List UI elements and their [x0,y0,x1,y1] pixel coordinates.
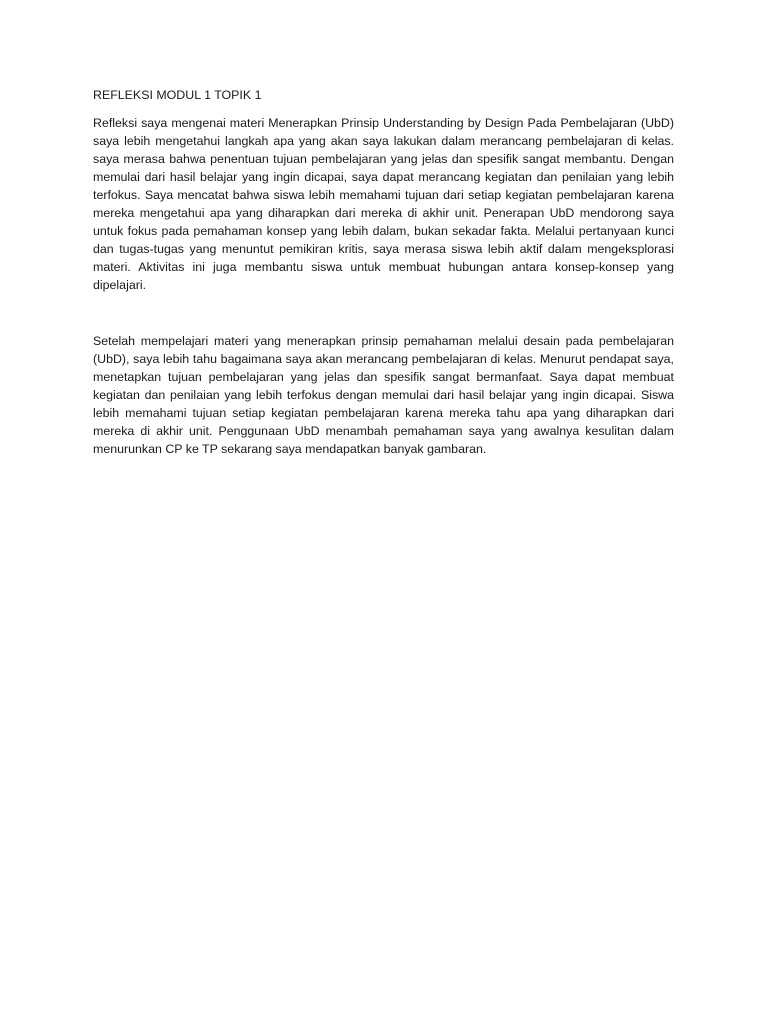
document-title: REFLEKSI MODUL 1 TOPIK 1 [93,88,262,102]
paragraph-1: Refleksi saya mengenai materi Menerapkan Prinsip Understanding by Design Pada Pembelajaran (UbD) saya lebih mengetahui langkah apa yang akan saya lakukan dalam merancang pembelajaran di kelas. saya merasa bahwa penentuan tujuan pembelajaran yang jelas dan spesifik sangat membantu. Dengan memulai dari hasil belajar yang ingin dicapai, saya dapat merancang kegiatan dan penilaian yang lebih terfokus. Saya mencatat bahwa siswa lebih memahami tujuan dari setiap kegiatan pembelajaran karena mereka mengetahui apa yang diharapkan dari mereka di akhir unit. Penerapan UbD mendorong saya untuk fokus pada pemahaman konsep yang lebih dalam, bukan sekadar fakta. Melalui pertanyaan kunci dan tugas-tugas yang menuntut pemikiran kritis, saya merasa siswa lebih aktif dalam mengeksplorasi materi. Aktivitas ini juga membantu siswa untuk membuat hubungan antara konsep-konsep yang dipelajari. [93,116,674,292]
paragraph-2: Setelah mempelajari materi yang menerapkan prinsip pemahaman melalui desain pada pembelajaran (UbD), saya lebih tahu bagaimana saya akan merancang pembelajaran di kelas. Menurut pendapat saya, menetapkan tujuan pembelajaran yang jelas dan spesifik sangat bermanfaat. Saya dapat membuat kegiatan dan penilaian yang lebih terfokus dengan memulai dari hasil belajar yang ingin dicapai. Siswa lebih memahami tujuan setiap kegiatan pembelajaran karena mereka tahu apa yang diharapkan dari mereka di akhir unit. Penggunaan UbD menambah pemahaman saya yang awalnya kesulitan dalam menurunkan CP ke TP sekarang saya mendapatkan banyak gambaran. [93,334,674,456]
document-body [93,86,674,458]
paragraph-spacer [93,294,674,332]
